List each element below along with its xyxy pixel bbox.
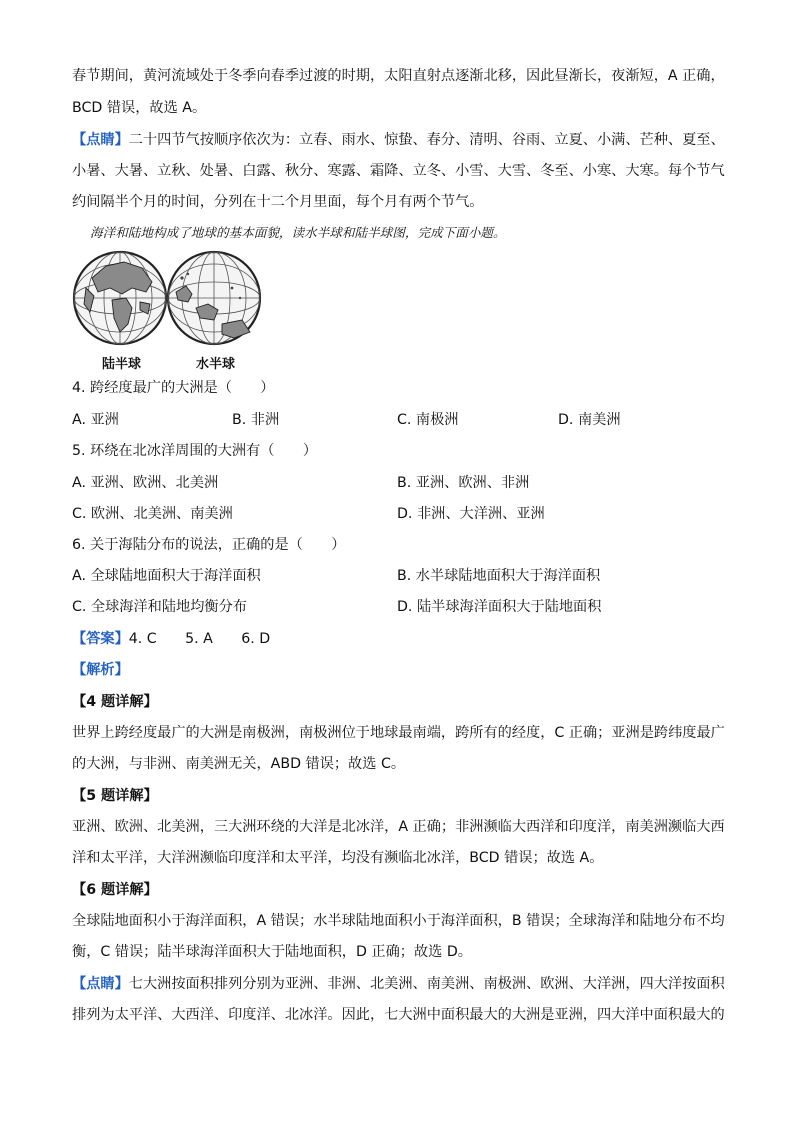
tip-text: 七大洲按面积排列分别为亚洲、非洲、北美洲、南美洲、南极洲、欧洲、大洋洲，四大洋按面积 [128,976,725,992]
question-intro: 海洋和陆地构成了地球的基本面貌，读水半球和陆半球图，完成下面小题。 [90,225,506,240]
q5-option-c: C. 欧洲、北美洲、南美洲 [72,506,233,522]
detail-6-tag: 【6 题详解】 [72,882,158,898]
answer-line [72,629,270,649]
q4-option-d: D. 南美洲 [558,412,621,428]
paragraph-line: BCD 错误，故选 A。 [72,100,207,116]
land-hemisphere-label: 陆半球 [102,357,142,372]
question-6-stem: 6. 关于海陆分布的说法，正确的是（ ） [72,537,346,553]
water-hemisphere-label: 水半球 [196,357,236,372]
tip-tag: 【点睛】 [72,976,129,992]
q4-option-b: B. 非洲 [232,412,280,428]
paragraph-line: 排列为太平洋、大西洋、印度洋、北冰洋。因此，七大洲中面积最大的大洲是亚洲，四大洋中面积最大的 [72,1007,725,1023]
q6-option-c: C. 全球海洋和陆地均衡分布 [72,599,247,615]
q5-option-d: D. 非洲、大洋洲、亚洲 [397,506,545,522]
tip-line [72,974,725,994]
question-5-stem: 5. 环绕在北冰洋周围的大洲有（ ） [72,443,318,459]
tip-tag: 【点睛】 [72,132,129,148]
q4-option-a: A. 亚洲 [72,412,119,428]
paragraph-line: 的大洲，与非洲、南美洲无关，ABD 错误；故选 C。 [72,756,406,772]
paragraph-line: 小暑、大暑、立秋、处暑、白露、秋分、寒露、霜降、立冬、小雪、大雪、冬至、小寒、大寒。每个节气 [72,163,725,179]
q6-option-a: A. 全球陆地面积大于海洋面积 [72,568,261,584]
paragraph-line: 世界上跨经度最广的大洲是南极洲，南极洲位于地球最南端，跨所有的经度，C 正确；亚洲是跨纬度最广 [72,725,725,741]
paragraph-line: 约间隔半个月的时间，分列在十二个月里面，每个月有两个节气。 [72,194,484,210]
q6-option-d: D. 陆半球海洋面积大于陆地面积 [397,599,602,615]
land-hemisphere-globe [74,252,166,344]
q6-option-b: B. 水半球陆地面积大于海洋面积 [397,568,601,584]
question-4-stem: 4. 跨经度最广的大洲是（ ） [72,380,275,396]
paragraph-line: 洋和太平洋，大洋洲濒临印度洋和太平洋，均没有濒临北冰洋，BCD 错误；故选 A。 [72,850,604,866]
paragraph-line: 衡，C 错误；陆半球海洋面积大于陆地面积，D 正确；故选 D。 [72,944,472,960]
q5-option-b: B. 亚洲、欧洲、非洲 [397,475,530,491]
paragraph-line: 春节期间，黄河流域处于冬季向春季过渡的时期，太阳直射点逐渐北移，因此昼渐长，夜渐短，A 正确， [72,68,725,84]
tip-text: 二十四节气按顺序依次为：立春、雨水、惊蛰、春分、清明、谷雨、立夏、小满、芒种、夏至、 [128,132,725,148]
hemisphere-figure [72,248,262,372]
analysis-tag: 【解析】 [72,662,129,678]
water-hemisphere-globe [168,252,260,344]
detail-4-tag: 【4 题详解】 [72,694,158,710]
detail-5-tag: 【5 题详解】 [72,788,158,804]
paragraph-line: 亚洲、欧洲、北美洲，三大洲环绕的大洋是北冰洋，A 正确；非洲濒临大西洋和印度洋，南美洲濒临大西 [72,819,725,835]
answer-tag: 【答案】 [72,631,129,647]
q5-option-a: A. 亚洲、欧洲、北美洲 [72,475,219,491]
paragraph-line: 全球陆地面积小于海洋面积，A 错误；水半球陆地面积小于海洋面积，B 错误；全球海洋和陆地分布不均 [72,913,725,929]
q4-option-c: C. 南极洲 [397,412,459,428]
answer-text: 4. C 5. A 6. D [128,631,271,647]
tip-line [72,130,725,150]
hemisphere-globes-image [72,248,262,348]
